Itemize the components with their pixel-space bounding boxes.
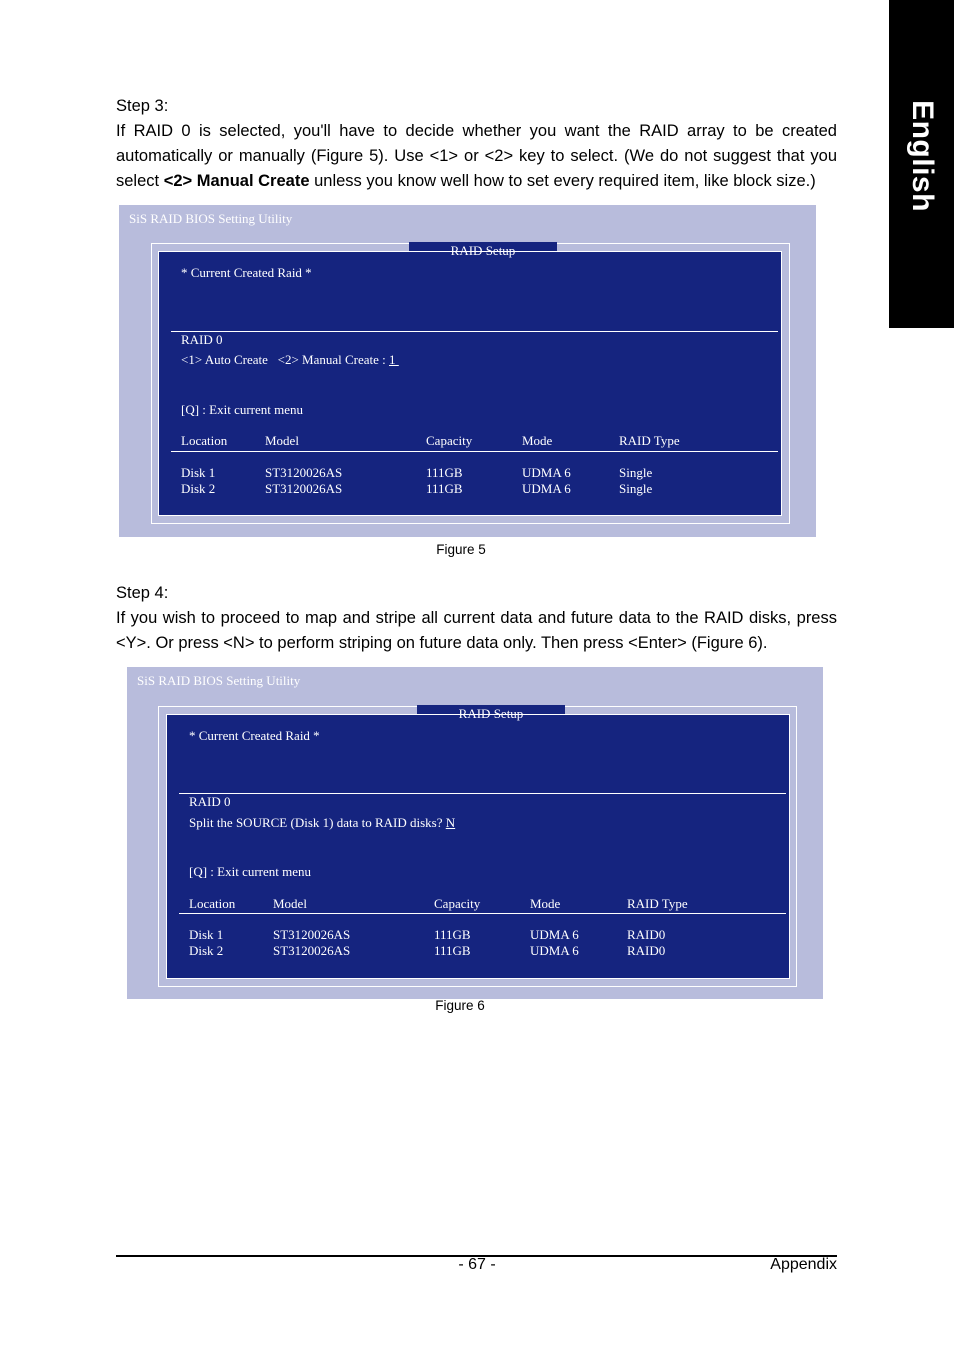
figure6-row1-mode: UDMA 6 — [530, 927, 579, 942]
figure6-raid-level: RAID 0 — [189, 794, 231, 809]
figure5-tab — [409, 242, 557, 260]
figure6-header-capacity: Capacity — [434, 896, 481, 911]
figure5-divider-top — [171, 331, 778, 332]
figure6-current-label: * Current Created Raid * — [189, 728, 320, 743]
figure5-utility-title: SiS RAID BIOS Setting Utility — [129, 211, 293, 226]
figure5-row2-location: Disk 2 — [181, 481, 216, 496]
figure5-current-label: * Current Created Raid * — [181, 265, 312, 280]
figure6-header-location: Location — [189, 896, 236, 911]
figure5-row2-mode: UDMA 6 — [522, 481, 571, 496]
figure6-divider-header — [179, 913, 786, 914]
step3-text-b: unless you know well how to set every required item, like block size.) — [309, 172, 816, 190]
figure6-row2-raid-type: RAID0 — [627, 943, 666, 958]
figure5-header-capacity: Capacity — [426, 433, 473, 448]
figure6-utility-title: SiS RAID BIOS Setting Utility — [137, 673, 301, 688]
section-name: Appendix — [770, 1256, 837, 1273]
figure5-exit-hint: [Q] : Exit current menu — [181, 402, 304, 417]
figure5-prompt-value: 1 — [389, 352, 396, 367]
language-tab-label: English — [905, 100, 939, 212]
figure5-row1-capacity: 111GB — [426, 465, 463, 480]
figure5-raid-panel — [158, 243, 782, 516]
figure6-row2-model: ST3120026AS — [273, 943, 351, 958]
figure6-divider-top — [179, 793, 786, 794]
step4-paragraph: If you wish to proceed to map and stripe all current data and future data to the RAID disks, press <Y>. Or press <N> to perform striping on future data only. Then press <Enter> (Figure 6). — [116, 609, 837, 652]
figure5-row2-capacity: 111GB — [426, 481, 463, 496]
figure5-caption: Figure 5 — [436, 542, 486, 557]
figure5-create-prompt — [181, 352, 399, 368]
figure5-row1-location: Disk 1 — [181, 465, 216, 480]
figure6-prompt-value: N — [445, 815, 456, 830]
figure5-bios-screen — [119, 205, 816, 537]
figure5-prompt-text: <1> Auto Create <2> Manual Create : — [181, 352, 390, 367]
figure6-header-raid-type: RAID Type — [627, 896, 688, 911]
step3-text-bold: <2> Manual Create — [163, 172, 310, 190]
figure6-header-model: Model — [273, 896, 307, 911]
figure5-row1-raid-type: Single — [619, 465, 653, 480]
figure5-raid-level: RAID 0 — [181, 332, 223, 347]
figure6-header-mode: Mode — [530, 896, 561, 911]
figure6-row1-model: ST3120026AS — [273, 927, 351, 942]
figure5-header-model: Model — [265, 433, 299, 448]
step3-text-a: If RAID 0 is selected, you'll have to decide whether you want the RAID array to be created automatically or manually (Figure 5). Use <1> or <2> key to select. (We do not suggest that you select — [116, 122, 837, 190]
figure6-tab-label: RAID Setup — [458, 706, 524, 721]
figure5-header-raid-type: RAID Type — [619, 433, 680, 448]
figure5-row1-mode: UDMA 6 — [522, 465, 571, 480]
figure6-caption: Figure 6 — [435, 998, 485, 1013]
figure6-exit-hint: [Q] : Exit current menu — [189, 864, 312, 879]
figure6-row1-location: Disk 1 — [189, 927, 224, 942]
figure6-row2-location: Disk 2 — [189, 943, 224, 958]
figure6-row1-raid-type: RAID0 — [627, 927, 666, 942]
figure5-divider-header — [171, 451, 778, 452]
figure5-header-location: Location — [181, 433, 228, 448]
figure6-row2-mode: UDMA 6 — [530, 943, 579, 958]
figure6-split-prompt — [189, 815, 455, 831]
language-tab — [889, 0, 954, 328]
step4-heading: Step 4: — [116, 584, 169, 602]
figure6-tab — [417, 705, 565, 723]
step3-paragraph — [116, 119, 837, 194]
figure6-prompt-text: Split the SOURCE (Disk 1) data to RAID disks? — [189, 815, 446, 830]
figure6-row1-capacity: 111GB — [434, 927, 471, 942]
figure5-header-mode: Mode — [522, 433, 553, 448]
figure5-row2-model: ST3120026AS — [265, 481, 343, 496]
figure5-row1-model: ST3120026AS — [265, 465, 343, 480]
page-number: - 67 - — [458, 1256, 496, 1273]
figure5-row2-raid-type: Single — [619, 481, 653, 496]
figure5-tab-label: RAID Setup — [450, 243, 516, 258]
step3-heading: Step 3: — [116, 97, 169, 115]
figure6-bios-screen — [127, 667, 823, 999]
figure6-row2-capacity: 111GB — [434, 943, 471, 958]
figure6-raid-panel — [166, 706, 790, 979]
